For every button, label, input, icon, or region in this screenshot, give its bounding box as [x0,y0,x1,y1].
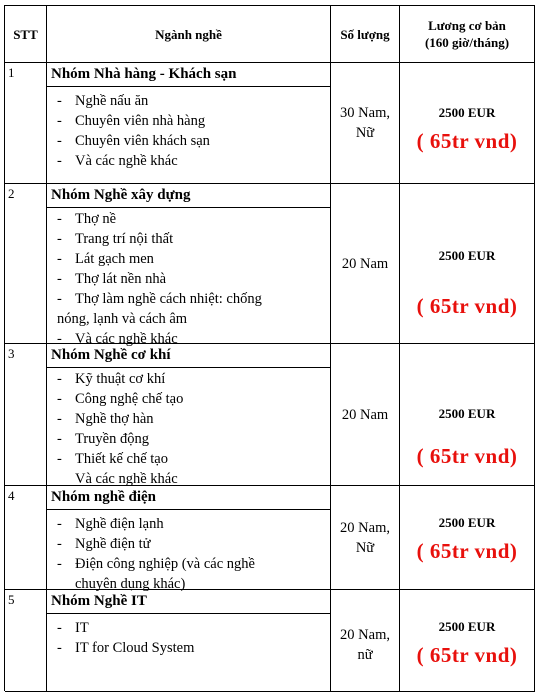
group-items [47,208,331,347]
quantity-line2: Nữ [355,125,375,141]
group-stt: 5 [5,590,47,692]
list-item: - Trang trí nội thất [57,229,330,249]
group-stt: 4 [5,486,47,590]
list-item: - IT [57,618,330,638]
wage-vnd: ( 65tr vnd) [416,294,518,318]
group-quantity [331,344,400,486]
wage-eur: 2500 EUR [438,515,496,530]
group-quantity [331,486,400,590]
list-item: nóng, lạnh và cách âm [57,311,188,327]
quantity-line1: 20 Nam, [340,519,390,536]
quantity-line1: 20 Nam [341,255,389,272]
quantity-line2: Nữ [355,539,375,556]
list-item: Và các nghề khác [75,471,178,487]
header-luong [400,6,535,63]
recruitment-table [4,5,535,691]
list-item: - Nghề nấu ăn [57,91,330,111]
group-quantity [331,63,400,184]
group-title: Nhóm Nhà hàng - Khách sạn [47,63,331,87]
group-items [47,87,331,184]
list-item: - Nghề điện tử [57,534,330,554]
wage-eur: 2500 EUR [438,406,496,421]
list-item: - Chuyên viên nhà hàng [57,111,330,131]
group-wage [400,344,535,486]
wage-vnd: ( 65tr vnd) [416,444,518,468]
list-item: - Truyền động [57,429,330,449]
list-item: - Thiết kế chế tạo [57,449,330,469]
quantity-line1: 30 Nam, [340,105,390,121]
list-item: - Điện công nghiệp (và các nghề [57,554,330,574]
wage-vnd: ( 65tr vnd) [416,128,518,153]
list-item: - IT for Cloud System [57,638,330,658]
group-wage [400,590,535,692]
group-title: Nhóm nghề điện [47,486,331,510]
group-title: Nhóm Nghề IT [47,590,331,614]
header-luong-line1: Lương cơ bản [428,18,506,33]
group-title: Nhóm Nghề xây dựng [47,184,331,208]
header-nganh-nghe: Ngành nghề [47,6,331,63]
list-item: - Lát gạch men [57,249,330,269]
group-wage [400,486,535,590]
quantity-line1: 20 Nam, [340,626,390,643]
list-item: - Nghề điện lạnh [57,514,330,534]
list-item: chuyên dụng khác) [75,576,186,592]
group-items [47,614,331,692]
group-stt: 1 [5,63,47,184]
list-item: - Thợ nề [57,209,330,229]
list-item: - Kỹ thuật cơ khí [57,369,330,389]
wage-vnd: ( 65tr vnd) [416,539,518,563]
wage-eur: 2500 EUR [438,248,496,263]
list-item: - Thợ làm nghề cách nhiệt: chống [57,289,330,309]
list-item: - Chuyên viên khách sạn [57,131,330,151]
list-item: - Và các nghề khác [57,329,330,349]
wage-eur: 2500 EUR [438,619,496,634]
group-stt: 2 [5,184,47,344]
group-wage [400,63,535,184]
group-wage [400,184,535,344]
header-luong-line2: (160 giờ/tháng) [424,35,510,50]
header-so-luong: Số lượng [331,6,400,63]
group-items [47,510,331,590]
header-stt: STT [5,6,47,63]
list-item: - Công nghệ chế tạo [57,389,330,409]
group-items [47,368,331,486]
wage-vnd: ( 65tr vnd) [416,643,518,667]
group-stt: 3 [5,344,47,486]
group-quantity [331,590,400,692]
list-item: - Thợ lát nền nhà [57,269,330,289]
group-title: Nhóm Nghề cơ khí [47,344,331,368]
wage-eur: 2500 EUR [438,104,496,120]
group-quantity [331,184,400,344]
quantity-line1: 20 Nam [341,406,389,423]
list-item: - Nghề thợ hàn [57,409,330,429]
list-item: - Và các nghề khác [57,151,330,171]
quantity-line2: nữ [357,646,373,663]
